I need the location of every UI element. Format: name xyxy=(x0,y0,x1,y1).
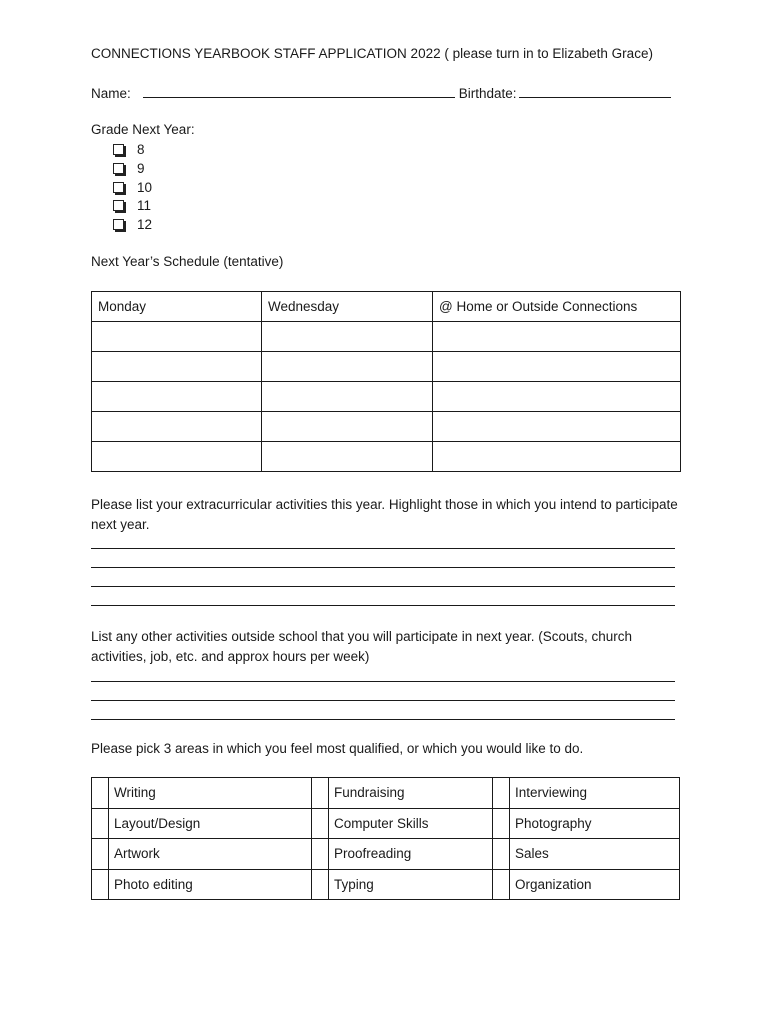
form-title: CONNECTIONS YEARBOOK STAFF APPLICATION 2022 ( please turn in to Elizabeth Grace) xyxy=(91,46,653,61)
area-checkbox[interactable] xyxy=(312,808,329,839)
schedule-cell[interactable] xyxy=(262,442,433,472)
grade-option xyxy=(113,216,152,235)
extracurricular-line[interactable] xyxy=(91,586,675,587)
table-row xyxy=(92,382,681,412)
table-row xyxy=(92,808,680,839)
checkbox-icon[interactable] xyxy=(113,200,124,211)
schedule-cell[interactable] xyxy=(92,412,262,442)
checkbox-icon[interactable] xyxy=(113,219,124,230)
area-label: Organization xyxy=(510,869,680,900)
area-checkbox[interactable] xyxy=(312,869,329,900)
area-checkbox[interactable] xyxy=(92,839,109,870)
schedule-header-monday: Monday xyxy=(92,292,262,322)
outside-activities-line[interactable] xyxy=(91,700,675,701)
area-checkbox[interactable] xyxy=(312,778,329,809)
grade-option xyxy=(113,160,152,179)
area-label: Sales xyxy=(510,839,680,870)
area-checkbox[interactable] xyxy=(493,808,510,839)
checkbox-icon[interactable] xyxy=(113,182,124,193)
area-checkbox[interactable] xyxy=(92,869,109,900)
area-checkbox[interactable] xyxy=(493,778,510,809)
name-field[interactable] xyxy=(143,85,455,98)
table-row xyxy=(92,352,681,382)
schedule-cell[interactable] xyxy=(433,322,681,352)
schedule-cell[interactable] xyxy=(92,352,262,382)
schedule-cell[interactable] xyxy=(92,322,262,352)
schedule-cell[interactable] xyxy=(262,382,433,412)
areas-table xyxy=(91,777,680,900)
areas-prompt: Please pick 3 areas in which you feel most qualified, or which you would like to do. xyxy=(91,741,584,756)
table-row xyxy=(92,869,680,900)
area-checkbox[interactable] xyxy=(493,839,510,870)
schedule-header-wednesday: Wednesday xyxy=(262,292,433,322)
table-row xyxy=(92,322,681,352)
grade-list xyxy=(113,141,152,235)
schedule-cell[interactable] xyxy=(433,442,681,472)
schedule-cell[interactable] xyxy=(433,412,681,442)
extracurricular-prompt: Please list your extracurricular activities this year. Highlight those in which you intend to participate next year. xyxy=(91,497,678,532)
schedule-cell[interactable] xyxy=(262,412,433,442)
outside-activities-prompt: List any other activities outside school that you will participate in next year. (Scouts, church activities, job, etc. and approx hours per week) xyxy=(91,629,633,664)
table-row xyxy=(92,412,681,442)
area-label: Computer Skills xyxy=(329,808,493,839)
area-label: Artwork xyxy=(109,839,312,870)
extracurricular-line[interactable] xyxy=(91,567,675,568)
area-label: Photo editing xyxy=(109,869,312,900)
name-row xyxy=(91,85,671,101)
grade-option-label: 11 xyxy=(137,198,152,214)
extracurricular-line[interactable] xyxy=(91,548,675,549)
grade-label: Grade Next Year: xyxy=(91,122,195,137)
extracurricular-line[interactable] xyxy=(91,605,675,606)
table-row xyxy=(92,778,680,809)
area-checkbox[interactable] xyxy=(92,808,109,839)
area-label: Typing xyxy=(329,869,493,900)
schedule-cell[interactable] xyxy=(262,352,433,382)
area-label: Layout/Design xyxy=(109,808,312,839)
birthdate-field[interactable] xyxy=(519,85,671,98)
schedule-cell[interactable] xyxy=(92,442,262,472)
grade-option xyxy=(113,197,152,216)
area-checkbox[interactable] xyxy=(493,869,510,900)
area-label: Proofreading xyxy=(329,839,493,870)
schedule-table xyxy=(91,291,681,472)
schedule-cell[interactable] xyxy=(433,352,681,382)
outside-activities-line[interactable] xyxy=(91,681,675,682)
birthdate-label: Birthdate: xyxy=(458,86,517,101)
area-checkbox[interactable] xyxy=(312,839,329,870)
name-label: Name: xyxy=(91,86,131,101)
grade-option xyxy=(113,141,152,160)
schedule-label: Next Year’s Schedule (tentative) xyxy=(91,254,284,269)
area-label: Photography xyxy=(510,808,680,839)
grade-option-label: 9 xyxy=(137,160,145,176)
grade-option-label: 12 xyxy=(137,217,153,233)
table-row xyxy=(92,292,681,322)
checkbox-icon[interactable] xyxy=(113,144,124,155)
table-row xyxy=(92,839,680,870)
grade-option xyxy=(113,179,152,198)
schedule-cell[interactable] xyxy=(92,382,262,412)
grade-option-label: 10 xyxy=(137,179,153,195)
grade-option-label: 8 xyxy=(137,142,145,157)
area-label: Interviewing xyxy=(510,778,680,809)
table-row xyxy=(92,442,681,472)
area-checkbox[interactable] xyxy=(92,778,109,809)
outside-activities-line[interactable] xyxy=(91,719,675,720)
area-label: Fundraising xyxy=(329,778,493,809)
area-label: Writing xyxy=(109,778,312,809)
schedule-header-home: @ Home or Outside Connections xyxy=(433,292,681,322)
schedule-cell[interactable] xyxy=(433,382,681,412)
checkbox-icon[interactable] xyxy=(113,163,124,174)
schedule-cell[interactable] xyxy=(262,322,433,352)
